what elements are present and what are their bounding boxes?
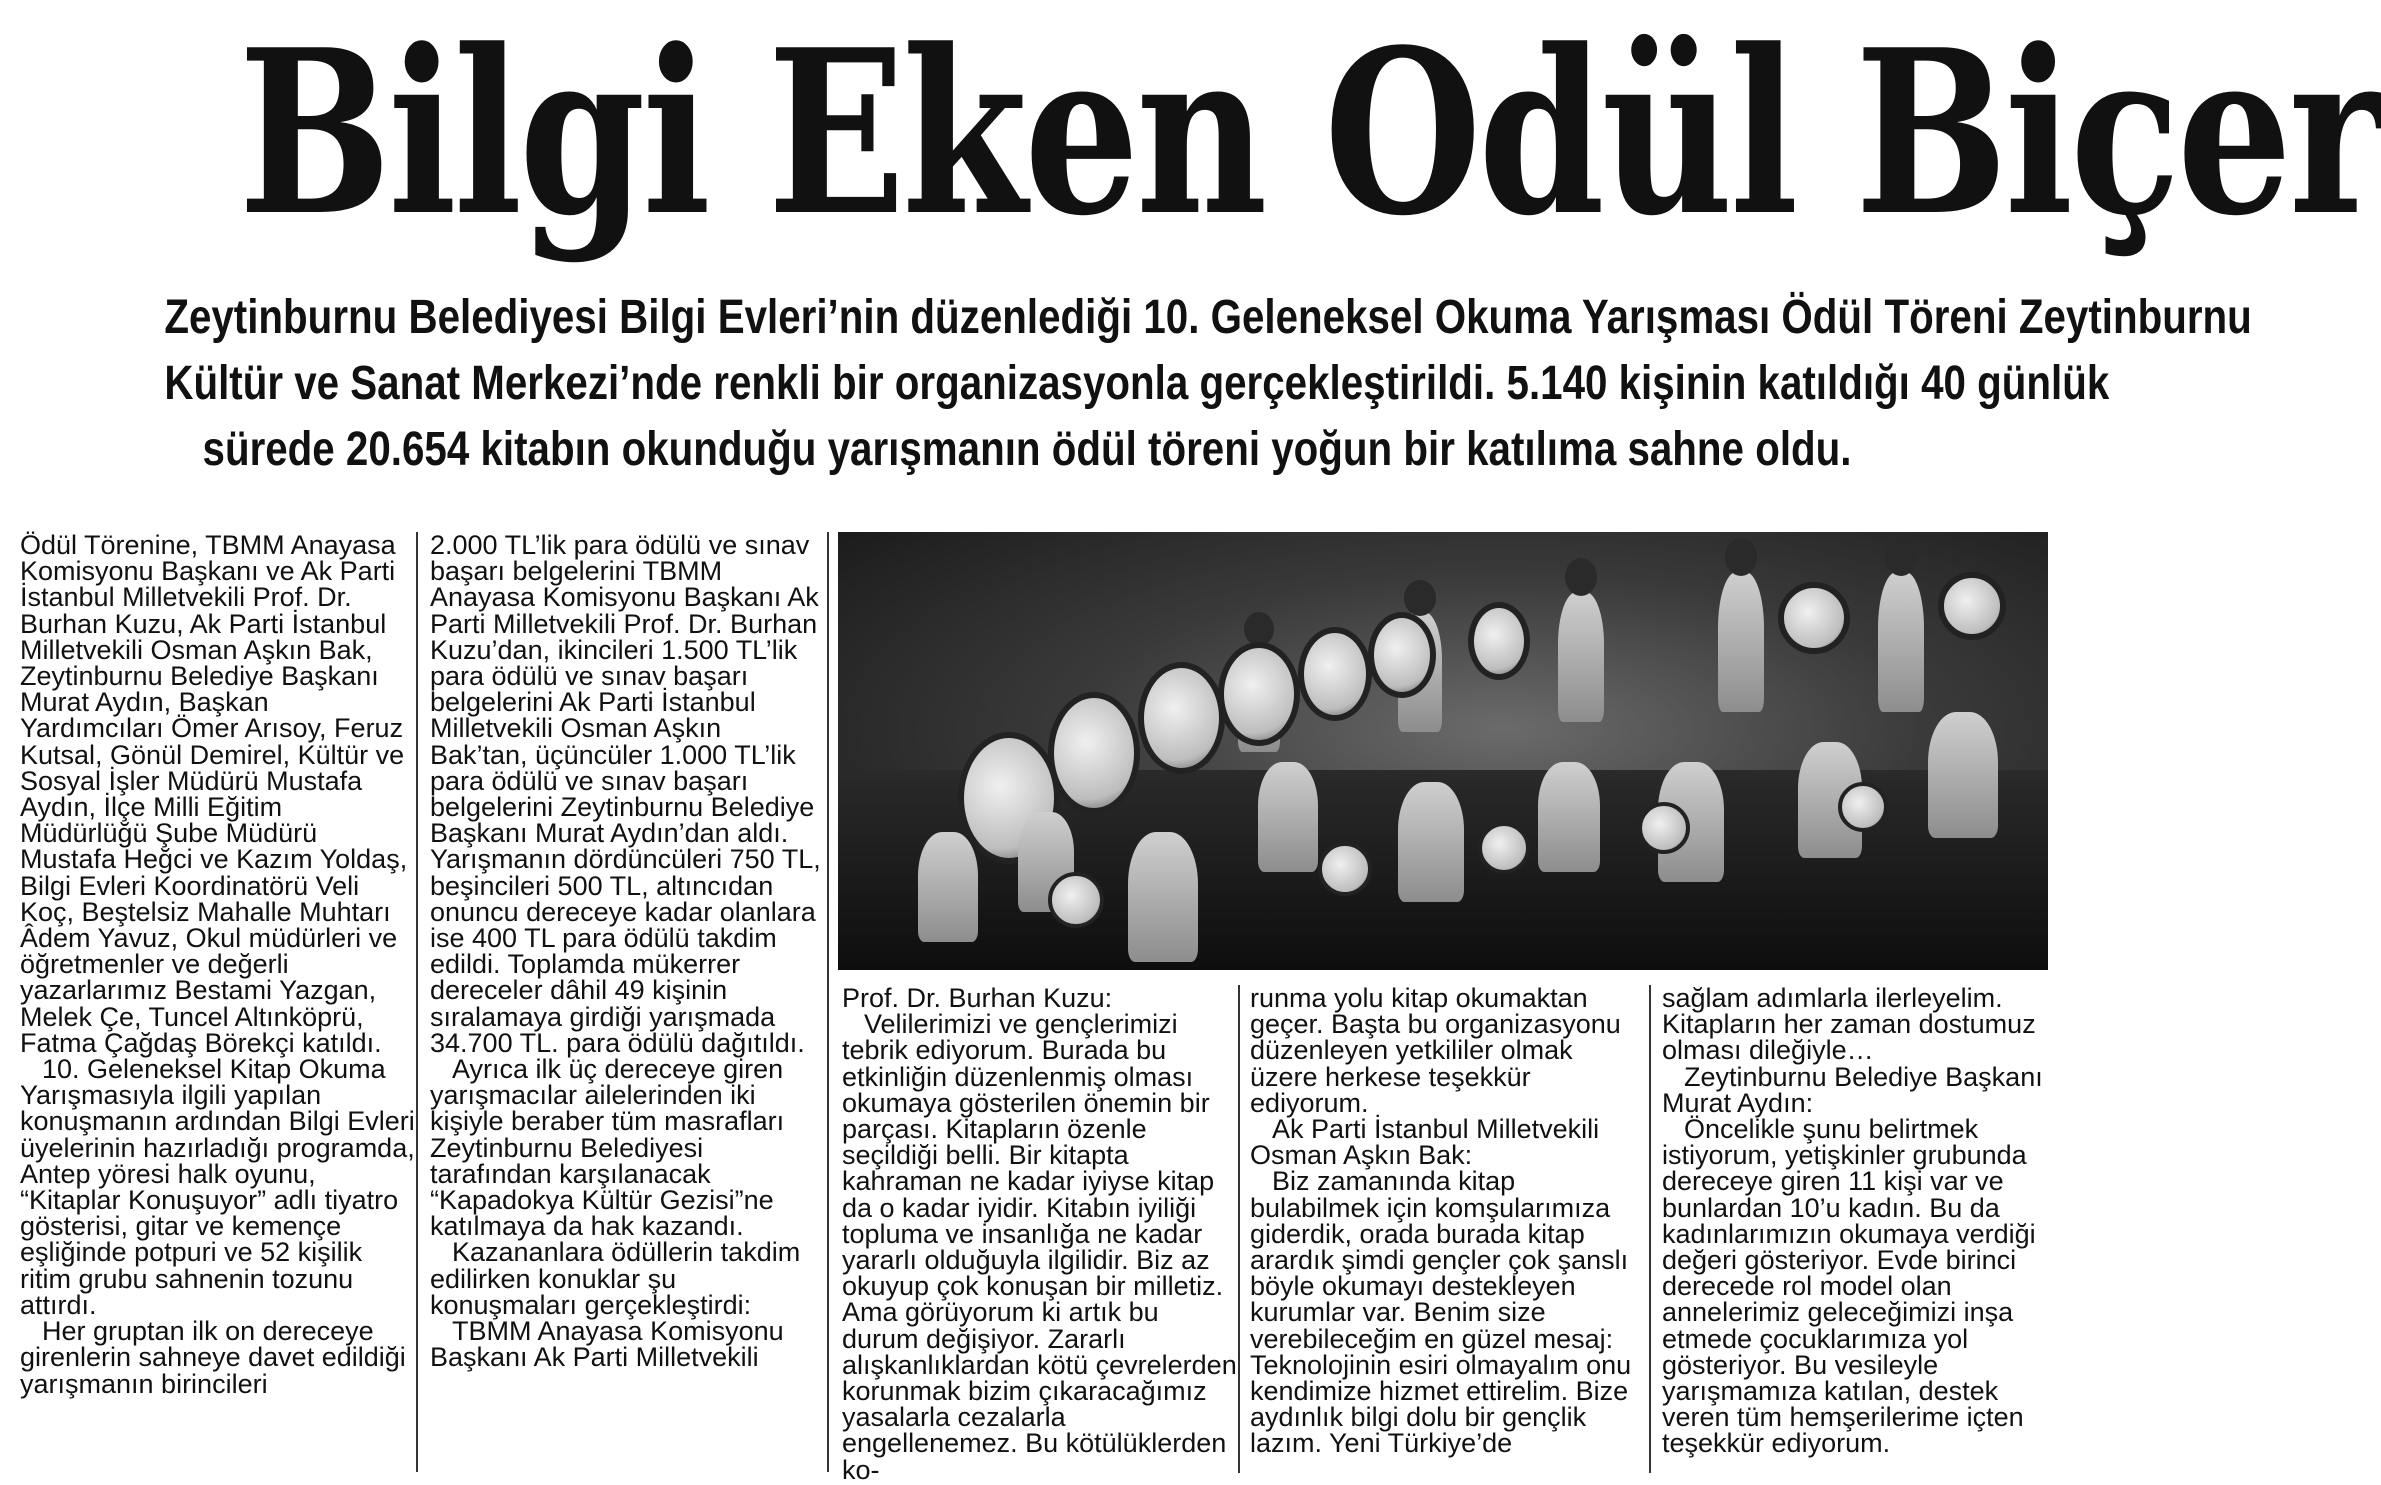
hand-drum: [1638, 802, 1690, 854]
seated-performer: [1928, 712, 1998, 838]
paragraph: 10. Geleneksel Kitap Okuma Yarışmasıyla ilgili yapılan konuşmanın ardından Bilgi Evleri üyelerinin hazırladığı programda, Antep yöresi halk oyunu, “Kitaplar Konuşuyor” adlı tiyatro gösterisi, gitar ve kemençe eşliğinde potpuri ve 52 kişilik ritim grubu sahnenin tozunu attırdı.: [20, 1054, 415, 1320]
seated-performer: [1398, 782, 1464, 902]
drum: [1778, 582, 1850, 654]
article-column-2: [430, 532, 826, 1472]
paragraph: Öncelikle şunu belirtmek istiyorum, yetişkinler grubunda dereceye giren 11 kişi var ve bunlardan 10’u kadın. Bu da kadınlarımızın okumaya verdiği değeri gösteriyor. Evde birinci derecede rol model olan annelerimiz geleceğimizi inşa etmede çocuklarımıza yol gösteriyor. Bu vesileyle yarışmamıza katılan, destek veren tüm hemşerilerime içten teşekkür ediyorum.: [1662, 1114, 2036, 1459]
performer: [1718, 572, 1764, 712]
deck-line: Zeytinburnu Belediyesi Bilgi Evleri’nin düzenlediği 10. Geleneksel Okuma Yarışması Ödül Töreni Zeytinburnu: [164, 291, 2252, 344]
column-rule: [1238, 985, 1240, 1473]
column-rule: [827, 532, 829, 1472]
article-column-1: [20, 532, 416, 1472]
performer-head: [1565, 558, 1597, 596]
article-column-3: [842, 983, 1238, 1485]
performer-head: [1244, 612, 1274, 646]
performer: [1878, 572, 1924, 712]
deck-line: Kültür ve Sanat Merkezi’nde renkli bir organizasyonla gerçekleştirildi. 5.140 kişinin katıldığı 40 günlük: [164, 357, 2110, 410]
column-rule: [1649, 985, 1651, 1473]
article-column-4: [1250, 985, 1646, 1473]
paragraph: TBMM Anayasa Komisyonu Başkanı Ak Parti Milletvekili: [430, 1316, 784, 1373]
paragraph: Kazananlara ödüllerin takdim edilirken konuklar şu konuşmaları gerçekleştirdi:: [430, 1237, 801, 1320]
drum: [1218, 642, 1300, 746]
seated-performer: [918, 832, 978, 942]
hand-drum: [1318, 842, 1372, 896]
performer-head: [1885, 538, 1917, 576]
paragraph: sağlam adımlarla ilerleyelim. Kitapların her zaman dostumuz olması dileğiyle…: [1662, 983, 2036, 1066]
speaker-heading: Ak Parti İstanbul Milletvekili Osman Aşkın Bak:: [1250, 1114, 1600, 1171]
hand-drum: [1048, 872, 1104, 928]
speaker-heading: Zeytinburnu Belediye Başkanı Murat Aydın:: [1662, 1061, 2043, 1118]
drum: [1298, 627, 1372, 721]
hand-drum: [1838, 782, 1888, 832]
paragraph: runma yolu kitap okumaktan geçer. Başta bu organizasyonu düzenleyen yetkililer olmak üzere herkese teşekkür ediyorum.: [1250, 983, 1621, 1118]
deck: [0, 285, 2252, 483]
seated-performer: [1538, 762, 1600, 872]
paragraph: Biz zamanında kitap bulabilmek için komşularımıza giderdik, orada burada kitap arardık şimdi gençler çok şanslı böyle okumayı destekleyen kurumlar var. Benim size verebileceğim en güzel mesaj: Teknolojinin esiri olmayalım onu kendimize hizmet ettirelim. Bize aydınlık bilgi dolu bir gençlik lazım. Yeni Türkiye’de: [1250, 1166, 1632, 1459]
paragraph: 2.000 TL’lik para ödülü ve sınav başarı belgelerini TBMM Anayasa Komisyonu Başkanı Ak Parti Milletvekili Prof. Dr. Burhan Kuzu’dan, ikincileri 1.500 TL’lik para ödülü ve sınav başarı belgelerini Ak Parti İstanbul Milletvekili Osman Aşkın Bak’tan, üçüncüler 1.000 TL’lik para ödülü ve sınav başarı belgelerini Zeytinburnu Belediye Başkanı Murat Aydın’dan aldı. Yarışmanın dördüncüleri 750 TL, beşincileri 500 TL, altıncıdan onuncu dereceye kadar olanlara ise 400 TL para ödülü takdim edildi. Toplamda mükerrer dereceler dâhil 49 kişinin sıralamaya girdiği yarışmada 34.700 TL. para ödülü dağıtıldı.: [430, 530, 821, 1058]
paragraph: Her gruptan ilk on dereceye girenlerin sahneye davet edildiği yarışmanın birincileri: [20, 1316, 406, 1399]
speaker-heading: Prof. Dr. Burhan Kuzu:: [842, 983, 1113, 1013]
hand-drum: [1478, 822, 1530, 874]
performer: [1558, 592, 1604, 722]
paragraph: Ödül Törenine, TBMM Anayasa Komisyonu Başkanı ve Ak Parti İstanbul Milletvekili Prof. Dr. Burhan Kuzu, Ak Parti İstanbul Milletvekili Osman Aşkın Bak, Zeytinburnu Belediye Başkanı Murat Aydın, Başkan Yardımcıları Ömer Arısoy, Feruz Kutsal, Gönül Demirel, Kültür ve Sosyal İşler Müdürü Mustafa Aydın, İlçe Milli Eğitim Müdürlüğü Şube Müdürü Mustafa Heğci ve Kazım Yoldaş, Bilgi Evleri Koordinatörü Veli Koç, Beştelsiz Mahalle Muhtarı Âdem Yavuz, Okul müdürleri ve öğretmenler ve değerli yazarlarımız Bestami Yazgan, Melek Çe, Tuncel Altınköprü, Fatma Çağdaş Börekçi katıldı.: [20, 530, 408, 1058]
drum: [1368, 612, 1436, 698]
performer-head: [1404, 580, 1436, 616]
paragraph: Velilerimizi ve gençlerimizi tebrik ediyorum. Burada bu etkinliğin düzenlenmiş olması okumaya gösterilen önemin bir parçası. Kitapların özenle seçildiği belli. Bir kitapta kahraman ne kadar iyiyse kitap da o kadar iyidir. Kitabın iyiliği topluma ve insanlığa ne kadar yararlı olduğuyla ilgilidir. Biz az okuyup çok konuşan bir milletiz. Ama görüyorum ki artık bu durum değişiyor. Zararlı alışkanlıklardan kötü çevrelerden korunmak bizim çıkaracağımız yasalarla cezalarla engellenemez. Bu kötülüklerden ko-: [842, 1009, 1237, 1485]
seated-performer: [1258, 762, 1318, 872]
paragraph: Ayrıca ilk üç dereceye giren yarışmacılar ailelerinden iki kişiyle beraber tüm masrafları Zeytinburnu Belediyesi tarafından karşılanacak “Kapadokya Kültür Gezisi”ne katılmaya da hak kazandı.: [430, 1054, 785, 1242]
drum: [1938, 572, 2006, 640]
deck-line: sürede 20.654 kitabın okunduğu yarışmanın ödül töreni yoğun bir katılıma sahne oldu.: [202, 423, 1852, 476]
headline: Bilgi Eken Odül Biçer: [238, 1, 2381, 266]
column-rule: [416, 532, 418, 1472]
performer-head: [1725, 538, 1757, 576]
article-column-5: [1662, 985, 2058, 1473]
drum: [1468, 602, 1530, 680]
drum: [1138, 662, 1225, 774]
seated-performer: [1128, 832, 1198, 962]
drum-group-photo: [838, 532, 2048, 970]
drum: [1048, 692, 1140, 814]
